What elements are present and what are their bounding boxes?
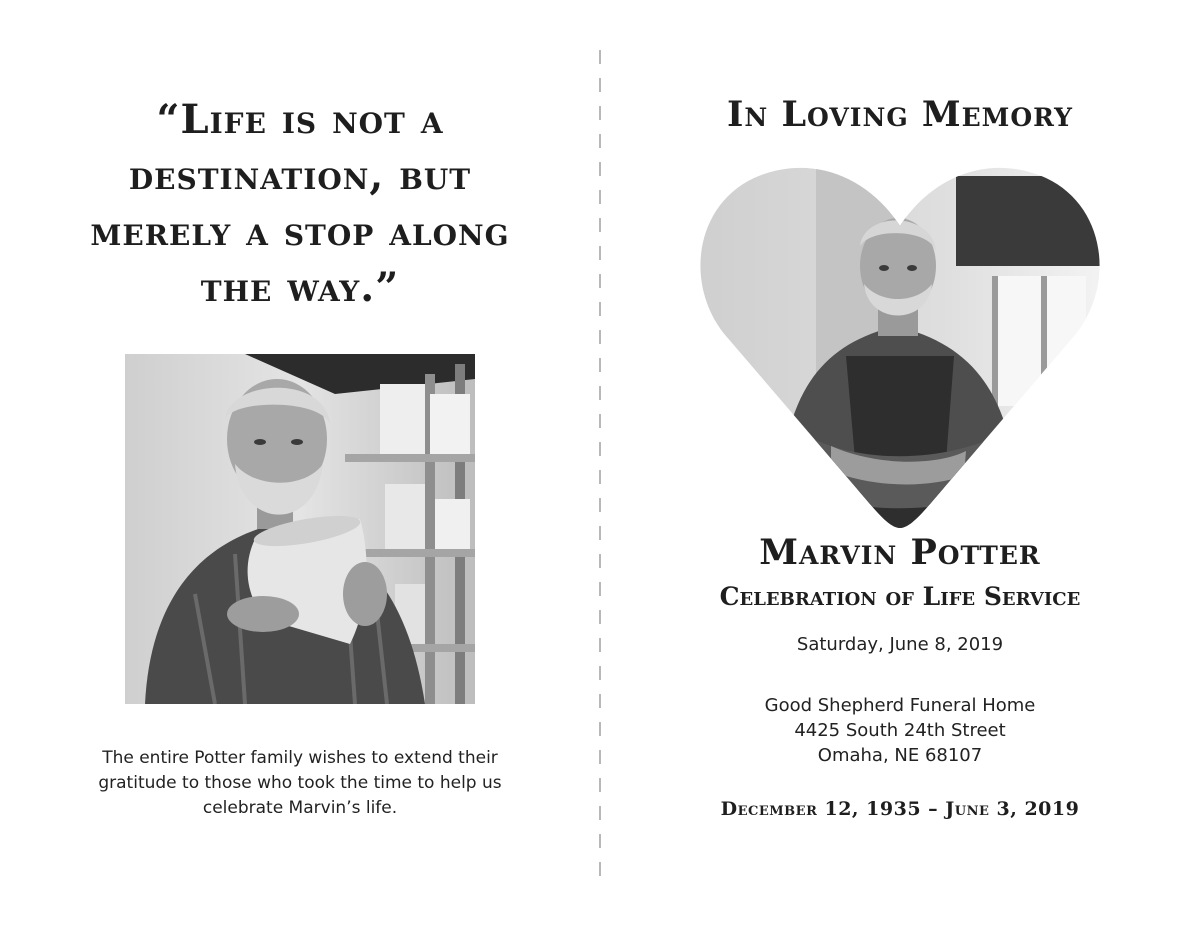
deceased-name: Marvin Potter (759, 532, 1041, 573)
heart-portrait-photo (696, 166, 1104, 528)
potter-at-shelves-photo (125, 354, 475, 704)
venue-name: Good Shepherd Funeral Home (764, 695, 1036, 716)
in-loving-memory-heading: In Loving Memory (727, 94, 1073, 135)
venue-city: Omaha, NE 68107 (817, 745, 983, 766)
memorial-quote: “Life is not a destination, but merely a stop along the way.” (90, 96, 510, 311)
lifespan-dates: December 12, 1935 – June 3, 2019 (720, 798, 1080, 820)
thank-you-message: The entire Potter family wishes to extend their gratitude to those who took the time to help us celebrate Marvin’s life. (98, 748, 502, 818)
right-panel (600, 0, 1200, 927)
service-date: Saturday, June 8, 2019 (796, 634, 1004, 655)
venue-address (600, 693, 1200, 768)
service-title: Celebration of Life Service (719, 582, 1081, 611)
venue-street: 4425 South 24th Street (794, 720, 1006, 741)
